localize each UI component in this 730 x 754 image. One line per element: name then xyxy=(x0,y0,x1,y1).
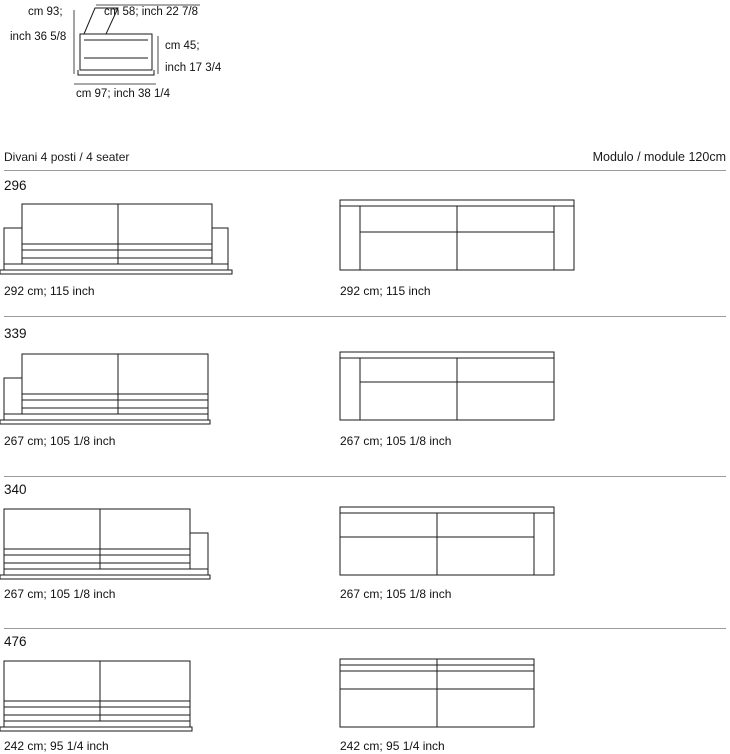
sofa-front-view-476 xyxy=(0,655,250,737)
row-dim-right-476: 242 cm; 95 1/4 inch xyxy=(340,739,445,753)
sofa-plan-view-339 xyxy=(338,348,588,430)
label-height-inch: inch 36 5/8 xyxy=(10,31,67,43)
row-dim-right-340: 267 cm; 105 1/8 inch xyxy=(340,587,452,601)
sofa-plan-view-340 xyxy=(338,503,588,585)
sofa-front-view-340 xyxy=(0,503,250,585)
label-height-cm: cm 93; xyxy=(28,6,63,18)
sofa-front-view-296 xyxy=(0,198,250,280)
divider-row-3 xyxy=(4,628,726,629)
label-seat-height-cm: cm 45; xyxy=(165,40,200,52)
section-title-en: 4 seater xyxy=(86,150,130,164)
row-code-340: 340 xyxy=(4,482,27,497)
sofa-front-view-339 xyxy=(0,348,250,430)
row-code-476: 476 xyxy=(4,634,27,649)
top-dimension-drawing xyxy=(0,0,730,130)
row-dim-left-340: 267 cm; 105 1/8 inch xyxy=(4,587,116,601)
label-seat-height-inch: inch 17 3/4 xyxy=(165,62,222,74)
section-title-sep: / xyxy=(76,150,87,164)
divider-row-2 xyxy=(4,476,726,477)
module-label: Modulo / module 120cm xyxy=(592,150,726,164)
row-dim-left-339: 267 cm; 105 1/8 inch xyxy=(4,434,116,448)
sofa-plan-view-296 xyxy=(338,198,588,280)
divider-header xyxy=(4,170,726,171)
sofa-plan-view-476 xyxy=(338,655,588,737)
label-overall-depth: cm 97; inch 38 1/4 xyxy=(76,88,170,100)
label-depth-top: cm 58; inch 22 7/8 xyxy=(104,6,198,18)
divider-row-1 xyxy=(4,316,726,317)
row-code-296: 296 xyxy=(4,178,27,193)
row-code-339: 339 xyxy=(4,326,27,341)
row-dim-left-476: 242 cm; 95 1/4 inch xyxy=(4,739,109,753)
row-dim-left-296: 292 cm; 115 inch xyxy=(4,284,95,298)
row-dim-right-296: 292 cm; 115 inch xyxy=(340,284,431,298)
row-dim-right-339: 267 cm; 105 1/8 inch xyxy=(340,434,452,448)
section-title-it: Divani 4 posti xyxy=(4,150,77,164)
